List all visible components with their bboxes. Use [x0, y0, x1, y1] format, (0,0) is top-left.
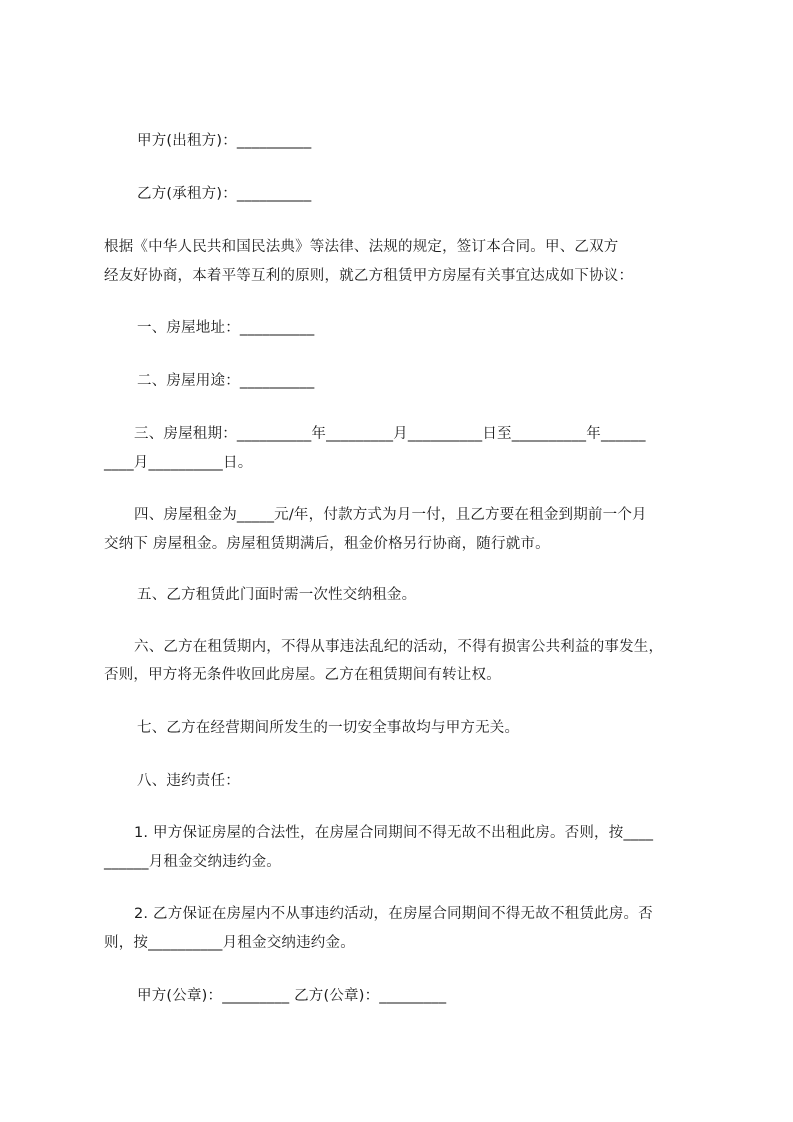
clause-4-line-2: 交纳下 房屋租金。房屋租赁期满后，租金价格另行协商，随行就市。: [104, 536, 550, 552]
clause-8-title: 八、违约责任：: [137, 773, 240, 789]
intro-line-2: 经友好协商，本着平等互利的原则，就乙方租赁甲方房屋有关事宜达成如下协议：: [104, 268, 634, 284]
party-a-line: 甲方(出租方)：__________: [137, 133, 312, 149]
clause-8-item-2-line-2: 则，按__________月租金交纳违约金。: [104, 935, 355, 951]
clause-1-address: 一、房屋地址：__________: [137, 320, 315, 336]
signature-line: 甲方(公章)：_________ 乙方(公章)：_________: [137, 988, 447, 1004]
clause-5: 五、乙方租赁此门面时需一次性交纳租金。: [137, 587, 417, 603]
party-b-line: 乙方(承租方)：__________: [137, 186, 312, 202]
clause-3-line-1: 三、房屋租期：__________年_________月__________日至__________年______: [134, 426, 646, 442]
clause-8-item-1-line-1: 1. 甲方保证房屋的合法性，在房屋合同期间不得无故不出租此房。否则，按____: [134, 825, 654, 841]
clause-3-line-2: ____月__________日。: [104, 455, 253, 471]
clause-4-line-1: 四、房屋租金为_____元/年，付款方式为月一付，且乙方要在租金到期前一个月: [134, 507, 647, 523]
clause-6-line-1: 六、乙方在租赁期内，不得从事违法乱纪的活动，不得有损害公共利益的事发生，: [134, 639, 664, 655]
clause-6-line-2: 否则，甲方将无条件收回此房屋。乙方在租赁期间有转让权。: [104, 667, 501, 683]
clause-8-item-2-line-1: 2. 乙方保证在房屋内不从事违约活动，在房屋合同期间不得无故不租赁此房。否: [134, 906, 653, 922]
clause-8-item-1-line-2: ______月租金交纳违约金。: [104, 854, 281, 870]
clause-7: 七、乙方在经营期间所发生的一切安全事故均与甲方无关。: [137, 720, 520, 736]
intro-line-1: 根据《中华人民共和国民法典》等法律、法规的规定，签订本合同。甲、乙双方: [104, 239, 619, 255]
clause-2-purpose: 二、房屋用途：__________: [137, 373, 315, 389]
